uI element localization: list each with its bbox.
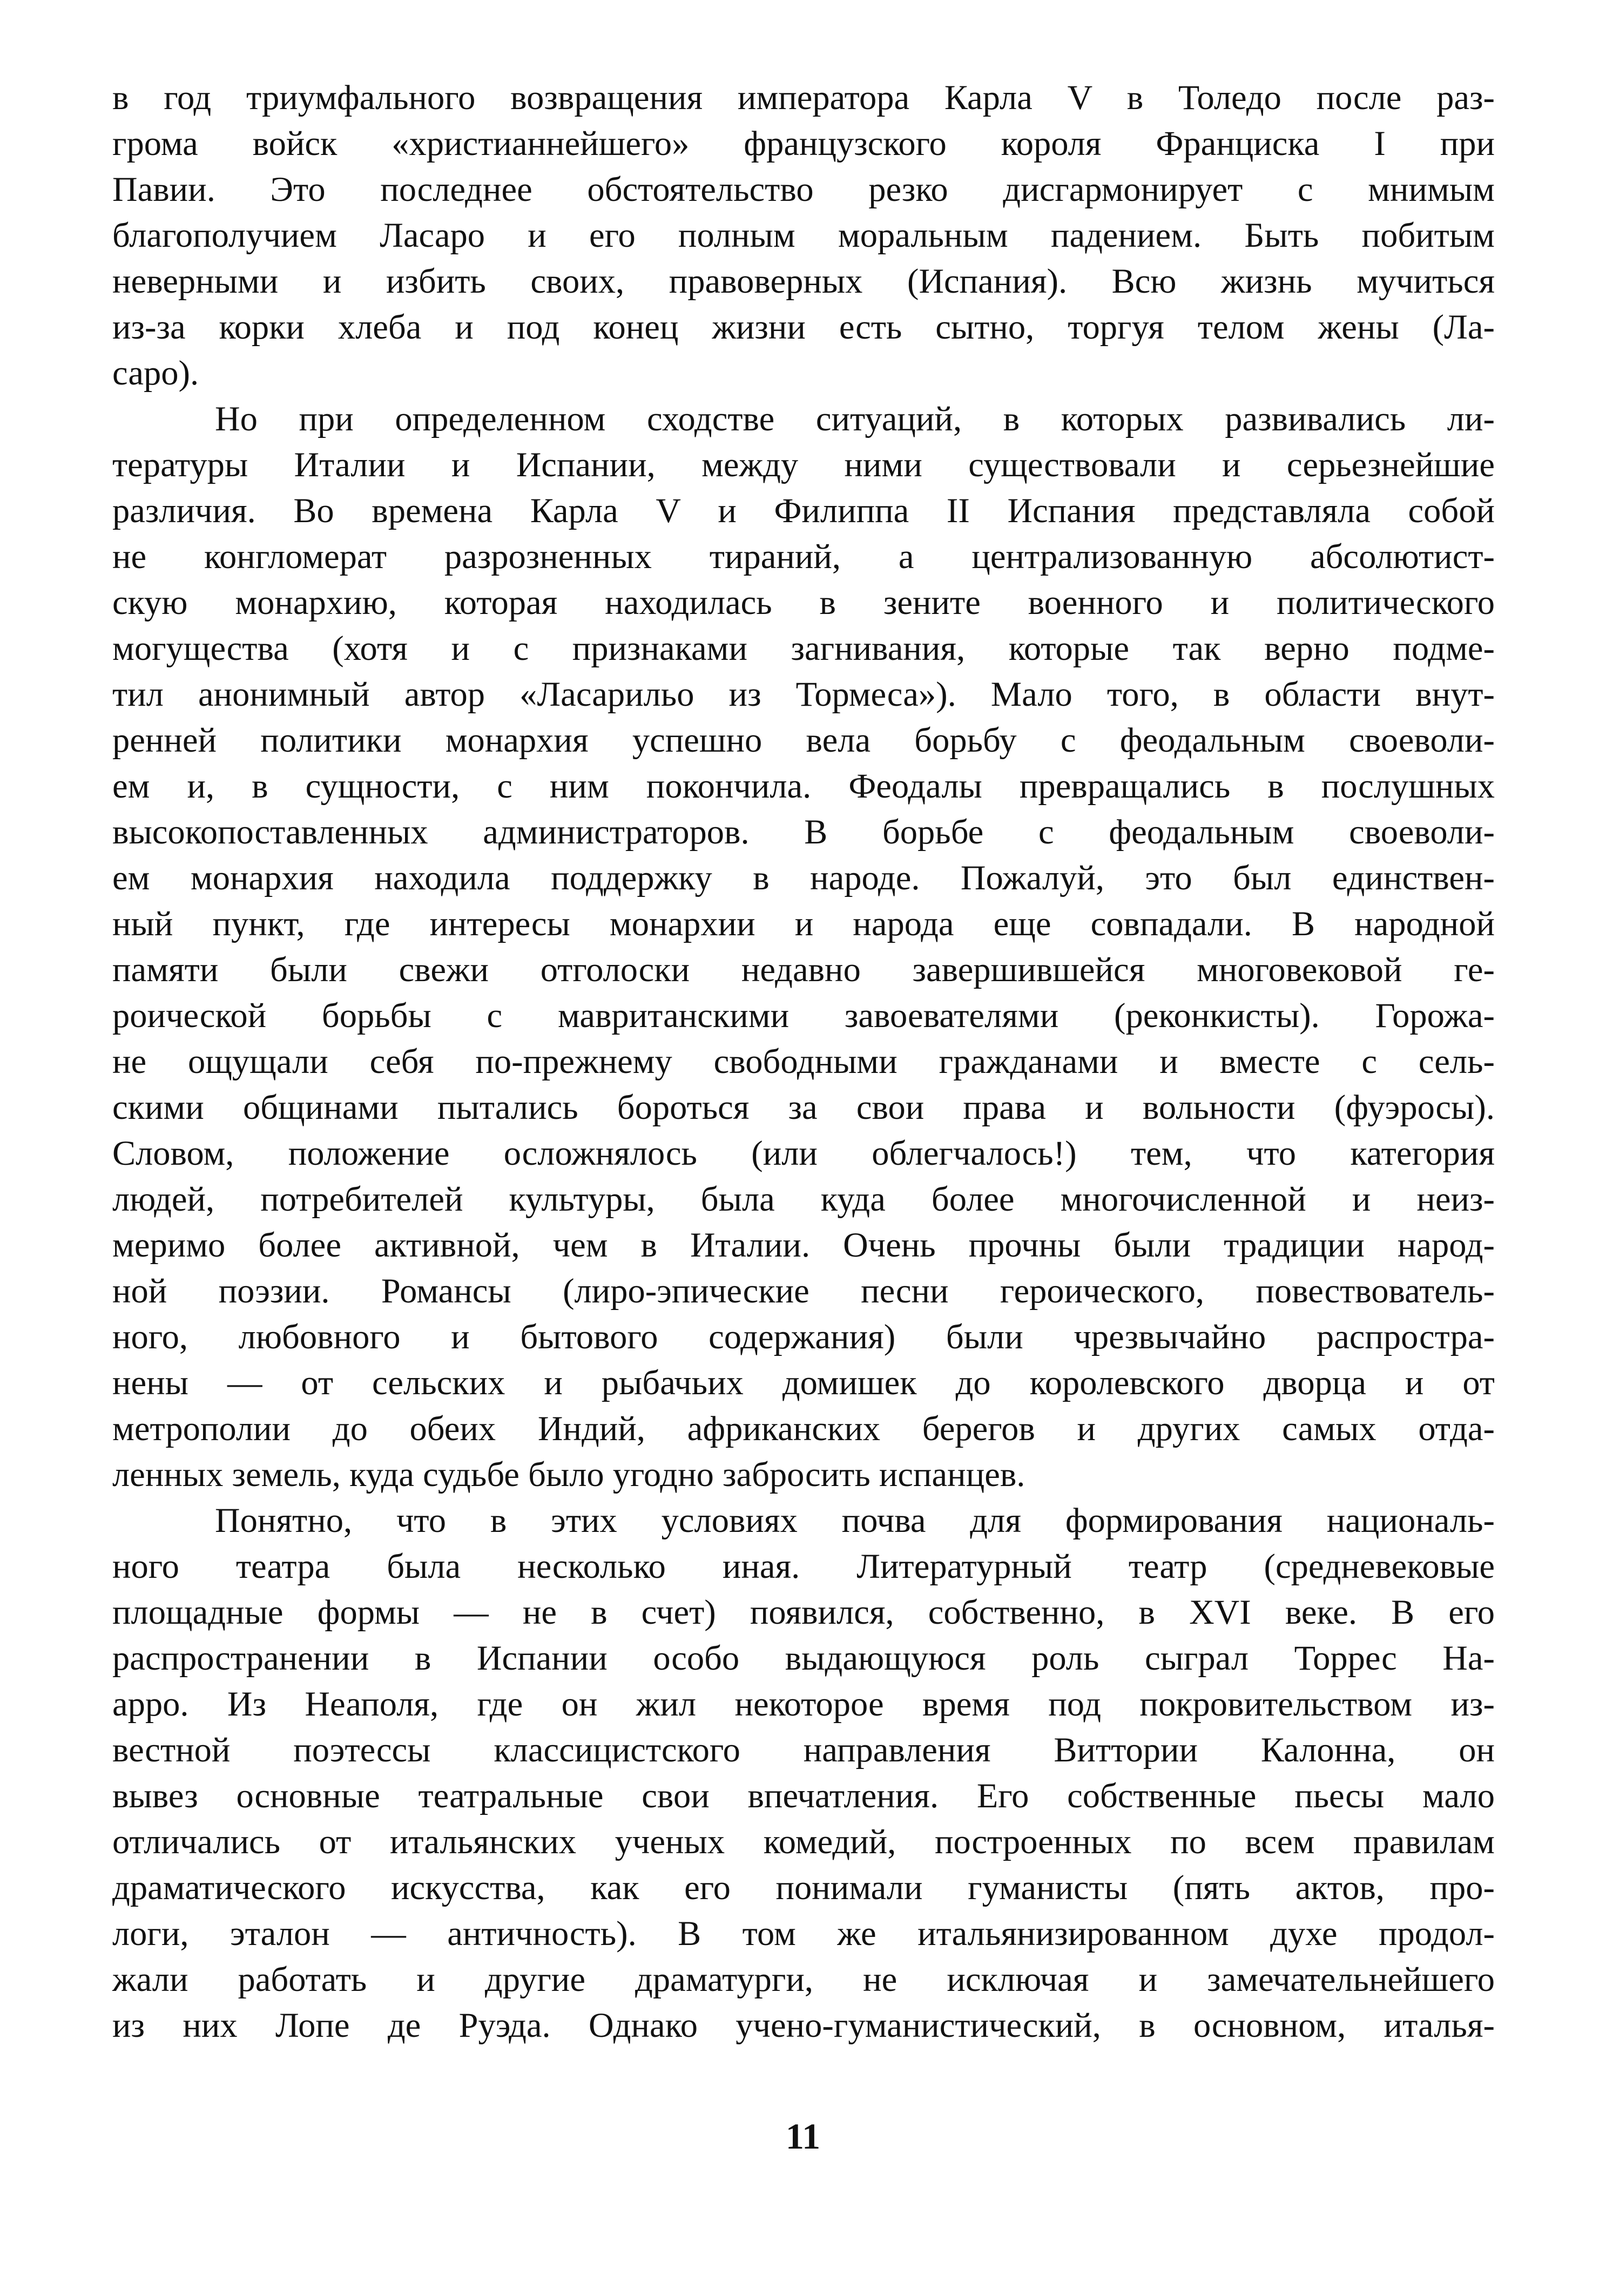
text-line: саро). bbox=[112, 354, 199, 392]
text-line: отличались от итальянских ученых комедий, построенных по всем правилам bbox=[112, 1822, 1495, 1861]
text-line: площадные формы — не в счет) появился, собственно, в XVI веке. В его bbox=[112, 1593, 1495, 1631]
text-line: роической борьбы с мавританскими завоевателями (реконкисты). Горожа- bbox=[112, 996, 1495, 1035]
text-line: Но при определенном сходстве ситуаций, в которых развивались ли- bbox=[215, 400, 1495, 438]
body-text bbox=[112, 75, 1495, 2048]
text-line: метрополии до обеих Индий, африканских берегов и других самых отда- bbox=[112, 1409, 1495, 1448]
text-line: Павии. Это последнее обстоятельство резко дисгармонирует с мнимым bbox=[112, 170, 1495, 208]
text-line: людей, потребителей культуры, была куда более многочисленной и неиз- bbox=[112, 1180, 1495, 1218]
text-line: из них Лопе де Руэда. Однако учено-гуманистический, в основном, италья- bbox=[112, 2006, 1495, 2044]
text-line: не конгломерат разрозненных тираний, а централизованную абсолютист- bbox=[112, 537, 1495, 576]
text-line: скими общинами пытались бороться за свои права и вольности (фуэросы). bbox=[112, 1088, 1495, 1126]
text-line: не ощущали себя по-прежнему свободными гражданами и вместе с сель- bbox=[112, 1042, 1495, 1081]
text-line: Словом, положение осложнялось (или облегчалось!) тем, что категория bbox=[112, 1134, 1495, 1172]
text-line: вестной поэтессы классицистского направления Виттории Калонна, он bbox=[112, 1731, 1495, 1769]
text-line: ной поэзии. Романсы (лиро-эпические песни героического, повествователь- bbox=[112, 1272, 1495, 1310]
text-line: скую монархию, которая находилась в зените военного и политического bbox=[112, 583, 1495, 622]
text-line: тературы Италии и Испании, между ними существовали и серьезнейшие bbox=[112, 445, 1495, 484]
text-line: неверными и избить своих, правоверных (Испания). Всю жизнь мучиться bbox=[112, 262, 1495, 300]
text-line: ный пункт, где интересы монархии и народа еще совпадали. В народной bbox=[112, 904, 1495, 943]
text-line: логи, эталон — античность). В том же итальянизированном духе продол- bbox=[112, 1914, 1495, 1953]
text-line: распространении в Испании особо выдающуюся роль сыграл Торрес На- bbox=[112, 1639, 1495, 1677]
text-line: ного театра была несколько иная. Литературный театр (средневековые bbox=[112, 1547, 1495, 1585]
text-line: высокопоставленных администраторов. В борьбе с феодальным своеволи- bbox=[112, 813, 1495, 851]
text-line: арро. Из Неаполя, где он жил некоторое время под покровительством из- bbox=[112, 1685, 1495, 1723]
text-line: могущества (хотя и с признаками загнивания, которые так верно подме- bbox=[112, 629, 1495, 667]
text-line: тил анонимный автор «Ласарильо из Тормеса»). Мало того, в области внут- bbox=[112, 675, 1495, 713]
text-line: благополучием Ласаро и его полным моральным падением. Быть побитым bbox=[112, 216, 1495, 254]
text-line: меримо более активной, чем в Италии. Очень прочны были традиции народ- bbox=[112, 1226, 1495, 1264]
text-line: ного, любовного и бытового содержания) были чрезвычайно распростра- bbox=[112, 1318, 1495, 1356]
text-line: вывез основные театральные свои впечатления. Его собственные пьесы мало bbox=[112, 1777, 1495, 1815]
text-line: нены — от сельских и рыбачьих домишек до королевского дворца и от bbox=[112, 1363, 1495, 1402]
text-line: ем монархия находила поддержку в народе. Пожалуй, это был единствен- bbox=[112, 859, 1495, 897]
text-line: грома войск «христианнейшего» французского короля Франциска I при bbox=[112, 124, 1495, 163]
text-line: в год триумфального возвращения императора Карла V в Толедо после раз- bbox=[112, 78, 1495, 117]
text-line: различия. Во времена Карла V и Филиппа II Испания представляла собой bbox=[112, 491, 1495, 530]
text-line: Понятно, что в этих условиях почва для формирования националь- bbox=[215, 1501, 1495, 1539]
text-line: драматического искусства, как его понимали гуманисты (пять актов, про- bbox=[112, 1868, 1495, 1907]
text-line: жали работать и другие драматурги, не исключая и замечательнейшего bbox=[112, 1960, 1495, 1998]
text-line: ренней политики монархия успешно вела борьбу с феодальным своеволи- bbox=[112, 721, 1495, 759]
text-line: ленных земель, куда судьбе было угодно забросить испанцев. bbox=[112, 1455, 1025, 1494]
text-line: ем и, в сущности, с ним покончила. Феодалы превращались в послушных bbox=[112, 767, 1495, 805]
page-number: 11 bbox=[785, 2116, 821, 2157]
text-line: памяти были свежи отголоски недавно завершившейся многовековой ге- bbox=[112, 950, 1495, 989]
text-line: из-за корки хлеба и под конец жизни есть сытно, торгуя телом жены (Ла- bbox=[112, 308, 1495, 346]
